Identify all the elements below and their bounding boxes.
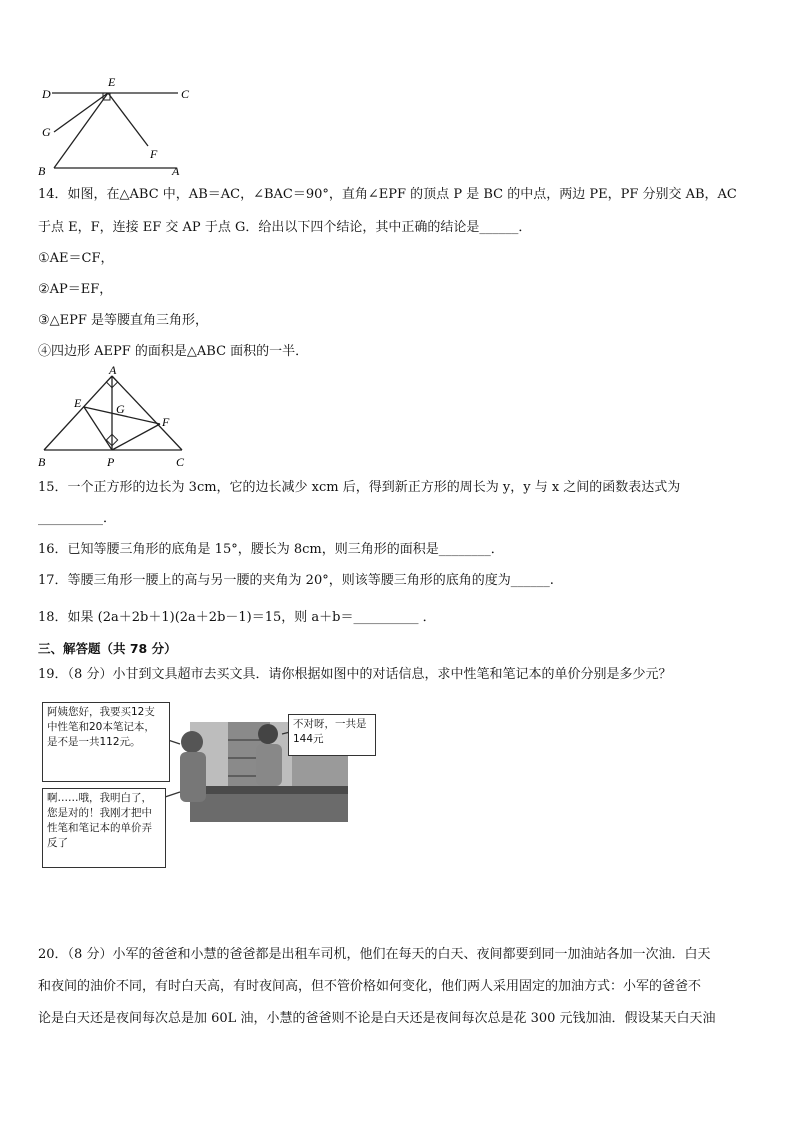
- q19: 19．（8 分）小甘到文具超市去买文具．请你根据如图中的对话信息，求中性笔和笔记本的单价分别是多少元？: [38, 667, 672, 682]
- label-b: B: [38, 455, 46, 469]
- counter-top: [190, 786, 348, 794]
- line-eg: [54, 93, 108, 132]
- q17: 17．等腰三角形一腰上的高与另一腰的夹角为 20°，则该等腰三角形的底角的度为______.: [38, 573, 554, 588]
- label-c: C: [176, 455, 185, 469]
- label-f: F: [162, 415, 170, 429]
- boy-body: [180, 752, 206, 802]
- q14-line1: 14．如图，在△ABC 中，AB＝AC，∠BAC＝90°，直角∠EPF 的顶点 P 是 BC 的中点，两边 PE，PF 分别交 AB，AC: [38, 187, 737, 202]
- q20-line3: 论是白天还是夜间每次总是加 60L 油，小慧的爸爸则不论是白天还是夜间每次总是花 300 元钱加油．假设某天白天油: [38, 1011, 716, 1026]
- speech-bubble-clerk: 不对呀，一共是144元: [288, 714, 376, 756]
- q14-choice-4: ④四边形 AEPF 的面积是△ABC 面积的一半．: [38, 344, 309, 359]
- counter: [190, 790, 348, 822]
- label-f: F: [150, 147, 158, 161]
- label-a: A: [172, 164, 180, 178]
- q14-line2: 于点 E，F，连接 EF 交 AP 于点 G．给出以下四个结论，其中正确的结论是______．: [38, 220, 532, 235]
- q16: 16．已知等腰三角形的底角是 15°，腰长为 8cm，则三角形的面积是________．: [38, 542, 504, 557]
- q15-line2: __________．: [38, 511, 117, 526]
- clerk-head: [258, 724, 278, 744]
- q14-choice-3: ③△EPF 是等腰直角三角形，: [38, 313, 209, 328]
- boy-head: [181, 731, 203, 753]
- side-ab: [44, 376, 112, 450]
- q20-line2: 和夜间的油价不同，有时白天高，有时夜间高，但不管价格如何变化，他们两人采用固定的加油方式：小军的爸爸不: [38, 979, 702, 994]
- segment-pf: [112, 424, 160, 450]
- line-eb: [54, 93, 108, 168]
- label-a: A: [109, 364, 117, 377]
- q14-choice-2: ②AP＝EF，: [38, 282, 113, 297]
- figure-q14: [36, 364, 196, 472]
- section-title: 三、解答题（共 78 分）: [38, 641, 177, 656]
- label-e: E: [74, 396, 82, 410]
- label-b: B: [38, 164, 46, 178]
- q15-line1: 15．一个正方形的边长为 3cm，它的边长减少 xcm 后，得到新正方形的周长为 y，y 与 x 之间的函数表达式为: [38, 480, 681, 495]
- label-e: E: [108, 75, 116, 89]
- label-g: G: [116, 402, 125, 416]
- label-g: G: [42, 125, 51, 139]
- line-ef: [108, 93, 148, 146]
- clerk-body: [256, 744, 282, 786]
- segment-pe: [84, 407, 112, 450]
- speech-bubble-boy: 阿姨您好，我要买12支中性笔和20本笔记本，是不是一共112元。: [42, 702, 170, 782]
- figure-q13: [36, 74, 196, 178]
- figure-q19: [40, 700, 367, 868]
- q14-choice-1: ①AE＝CF，: [38, 251, 114, 266]
- label-c: C: [181, 87, 190, 101]
- q20-line1: 20．（8 分）小军的爸爸和小慧的爸爸都是出租车司机，他们在每天的白天、夜间都要到同一加油站各加一次油．白天: [38, 947, 711, 962]
- speech-bubble-boy-reply: 啊……哦，我明白了，您是对的！我刚才把中性笔和笔记本的单价弄反了: [42, 788, 166, 868]
- q18: 18．如果 (2a＋2b＋1)(2a＋2b－1)＝15，则 a＋b＝__________ ．: [38, 610, 436, 625]
- label-d: D: [42, 87, 51, 101]
- label-p: P: [107, 455, 115, 469]
